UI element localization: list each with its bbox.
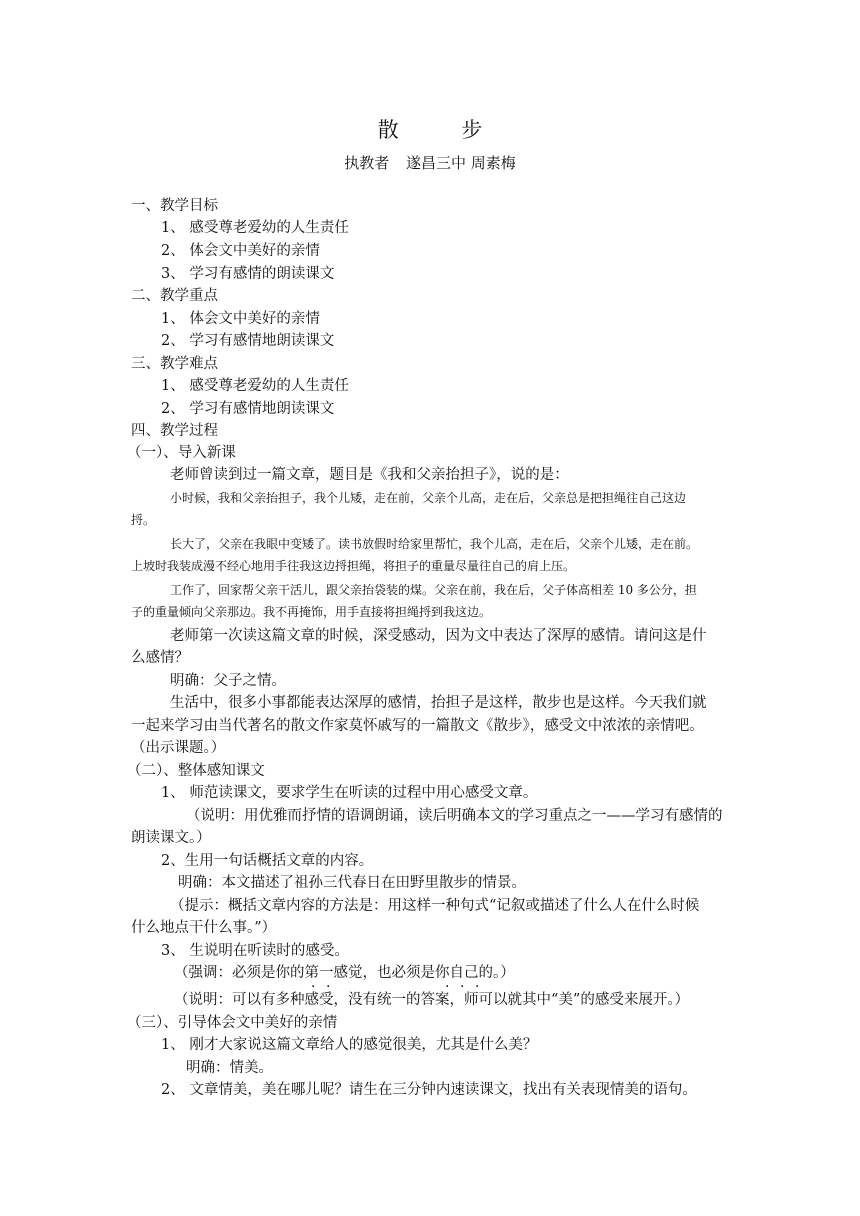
paragraph-line: （说明：用优雅而抒情的语调朗诵，读后明确本文的学习重点之一——学习有感情的 — [186, 808, 723, 824]
list-item: 1、 刚才大家说这篇文章给人的感觉很美，尤其是什么美？ — [161, 1037, 538, 1053]
paragraph-line: 明确：本文描述了祖孙三代春日在田野里散步的情景。 — [178, 875, 526, 891]
quote-line: 子的重量倾向父亲那边。我不再掩饰，用手直接将担绳捋到我这边。 — [131, 605, 492, 619]
section-heading: 二、教学重点 — [131, 288, 218, 304]
paragraph-line: （提示：概括文章内容的方法是：用这样一种句式“记叙或描述了什么人在什么时候 — [170, 898, 700, 914]
list-item: 2、 学习有感情地朗读课文 — [161, 401, 335, 417]
list-item: 2、 文章情美，美在哪儿呢？请生在三分钟内速读课文，找出有关表现情美的语句。 — [161, 1082, 697, 1098]
quote-line: 工作了，回家帮父亲干活儿，跟父亲抬袋装的煤。父亲在前，我在后，父子体高相差 10 多公分，担 — [170, 583, 697, 597]
paragraph-line: 什么地点干什么事。”） — [131, 920, 277, 936]
document-title: 散 步 — [377, 118, 511, 142]
paragraph-line: 老师第一次读这篇文章的时候，深受感动，因为文中表达了深厚的感情。请问这是什 — [170, 628, 707, 644]
list-item: 1、 感受尊老爱幼的人生责任 — [161, 378, 349, 394]
byline-name: 遂昌三中 周素梅 — [406, 154, 516, 172]
paragraph-line: 一起来学习由当代著名的散文作家莫怀戚写的一篇散文《散步》，感受文中浓浓的亲情吧。 — [131, 718, 704, 734]
list-item: 2、 学习有感情地朗读课文 — [161, 333, 335, 349]
paragraph-line: 生活中，很多小事都能表达深厚的感情，抬担子是这样，散步也是这样。今天我们就 — [170, 695, 707, 711]
byline-role: 执教者 — [344, 154, 390, 172]
quote-line: 捋。 — [131, 513, 156, 527]
quote-line: 小时候，我和父亲抬担子，我个儿矮，走在前，父亲个儿高，走在后，父亲总是把担绳往自己这边 — [170, 491, 687, 505]
list-item: 1、 体会文中美好的亲情 — [161, 311, 320, 327]
paragraph-line: 朗读课文。） — [131, 830, 211, 846]
paragraph-line: （出示课题。） — [131, 740, 226, 756]
list-item: 3、 生说明在听读时的感受。 — [161, 943, 349, 959]
section-heading: 三、教学难点 — [131, 356, 218, 372]
section-heading: 一、教学目标 — [131, 198, 218, 214]
list-item: 2、生用一句话概括文章的内容。 — [161, 853, 374, 869]
paragraph-line: 么感情？ — [131, 650, 189, 666]
subsection-heading: （二）、整体感知课文 — [127, 763, 265, 779]
paragraph-line: （说明：可以有多种感受，没有统一的答案，师可以就其中“美”的感受来展开。） — [174, 992, 690, 1008]
subsection-heading: （三）、引导体会文中美好的亲情 — [127, 1015, 338, 1031]
paragraph-line: 明确：情美。 — [186, 1060, 273, 1076]
quote-line: 长大了，父亲在我眼中变矮了。读书放假时给家里帮忙，我个儿高，走在后，父亲个儿矮，走在前。 — [170, 537, 699, 551]
list-item: 2、 体会文中美好的亲情 — [161, 243, 320, 259]
byline — [0, 152, 860, 173]
document-page: 散 步 执教者 遂昌三中 周素梅 一、教学目标 1、 感受尊老爱幼的人生责任 2、 体会文中美好的亲情 3、 学习有感情的朗读课文 二、教学重点 1、 体会文中美好的亲情 2、 学习有感情地朗读课文 三、教学难点 1、 感受尊老爱幼的人生责任 2、 学习有感情地朗读课文 四、教学过程 （一）、导入新课 老师曾读到过一篇文章，题目是《我和父亲抬担子》，说的是： 小时候，我和父亲抬担子，我个儿矮，走在前，父亲个儿高，走在后，父亲总是把担绳往自己这边 捋。 长大了，父亲在我眼中变矮了。读书放假时给家里帮忙，我个儿高，走在后，父亲个儿矮，走在前。 上坡时我装成漫不经心地用手往我这边捋担绳，将担子的重量尽量往自己的肩上压。 工作了，回家帮父亲干活儿，跟父亲抬袋装的煤。父亲在前，我在后，父子体高相差 10 多公分，担 子的重量倾向父亲那边。我不再掩饰，用手直接将担绳捋到我这边。 老师第一次读这篇文章的时候，深受感动，因为文中表达了深厚的感情。请问这是什 么感情？ 明确：父子之情。 生活中，很多小事都能表达深厚的感情，抬担子是这样，散步也是这样。今天我们就 一起来学习由当代著名的散文作家莫怀戚写的一篇散文《散步》，感受文中浓浓的亲情吧。 （出示课题。） （二）、整体感知课文 1、 师范读课文，要求学生在听读的过程中用心感受文章。 （说明：用优雅而抒情的语调朗诵，读后明确本文的学习重点之一——学习有感情的 朗读课文。） 2、生用一句话概括文章的内容。 明确：本文描述了祖孙三代春日在田野里散步的情景。 （提示：概括文章内容的方法是：用这样一种句式“记叙或描述了什么人在什么时候 什么地点干什么事。”） 3、 生说明在听读时的感受。 （强调：必须是你的第一感觉，也必须是你自己的。） （说明：可以有多种感受，没有统一的答案，师可以就其中“美”的感受来展开。） （三）、引导体会文中美好的亲情 1、 刚才大家说这篇文章给人的感觉很美，尤其是什么美？ 明确：情美。 2、 文章情美，美在哪儿呢？请生在三分钟内速读课文，找出有关表现情美的语句。 · · · · · — [0, 0, 860, 1216]
section-heading: 四、教学过程 — [131, 423, 218, 439]
list-item: 1、 师范读课文，要求学生在听读的过程中用心感受文章。 — [161, 785, 538, 801]
paragraph-line: 明确：父子之情。 — [170, 673, 286, 689]
list-item: 3、 学习有感情的朗读课文 — [161, 266, 335, 282]
emphasis-note: （强调：必须是你的第一感觉，也必须是你自己的。） — [174, 965, 515, 981]
subsection-heading: （一）、导入新课 — [127, 445, 236, 461]
paragraph-line: 老师曾读到过一篇文章，题目是《我和父亲抬担子》，说的是： — [170, 467, 569, 483]
list-item: 1、 感受尊老爱幼的人生责任 — [161, 220, 349, 236]
quote-line: 上坡时我装成漫不经心地用手往我这边捋担绳，将担子的重量尽量往自己的肩上压。 — [131, 559, 576, 573]
